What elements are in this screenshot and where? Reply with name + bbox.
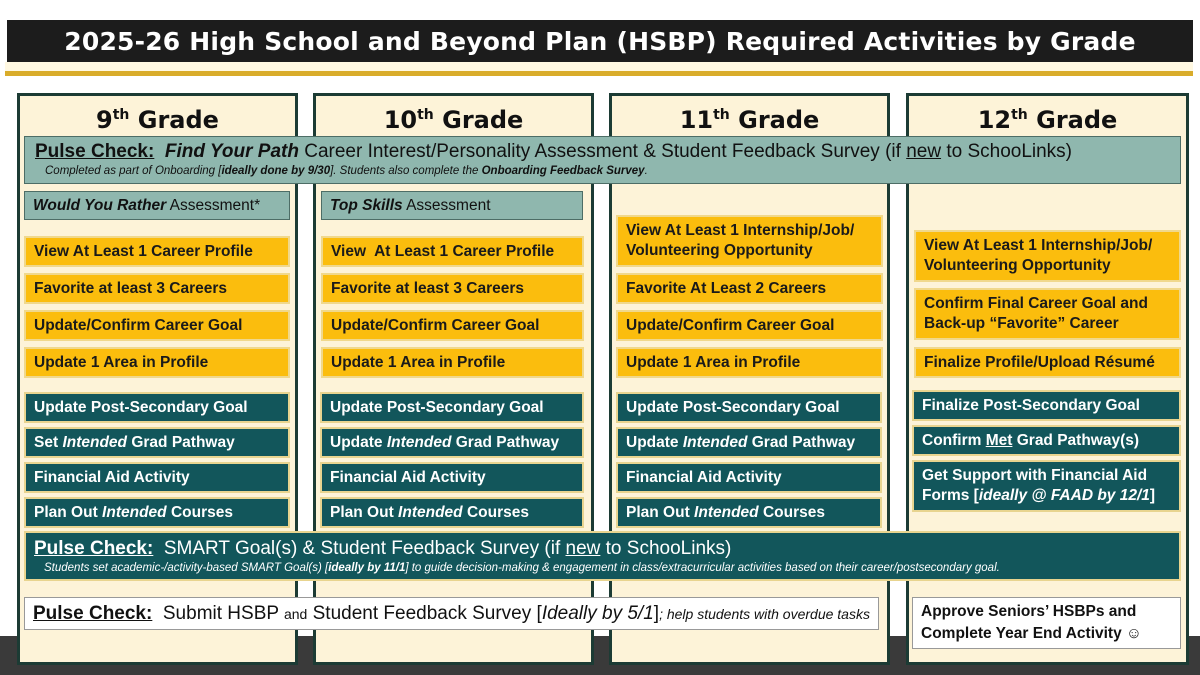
pulse-check-2-label: Pulse Check: [34,538,154,559]
pulse-check-2-subtext [34,561,1171,575]
g11-favorite-careers [616,273,883,304]
g9-t4-a: Plan Out [34,503,103,521]
pulse-check-3-a: Submit HSBP [152,602,284,624]
grade-11-number: 11 [679,106,714,134]
pulse-check-3-label: Pulse Check: [33,602,153,624]
grade-9-suffix: th [112,107,130,123]
g12-t2-u: Met [985,431,1013,449]
g11-post-secondary-goal [616,392,882,423]
grade-9-number: 9 [96,106,113,134]
grade-9-heading [20,98,295,132]
g11-t4-a: Plan Out [626,503,695,521]
g9-plan-courses [24,497,290,528]
pulse-check-2-a: SMART Goal(s) & Student Feedback Survey (if [153,538,566,559]
g11-view-internship [616,215,883,267]
grade-11-word: Grade [738,106,820,134]
pulse-check-3-c: ] [653,602,660,624]
pulse-check-1-sub-b: ]. Students also complete the [330,165,482,177]
g9-y4-text: Update 1 Area in Profile [34,353,209,371]
assessment-9-italic: Would You Rather [33,196,167,214]
assessment-9-rest: Assessment* [166,196,261,214]
g12-y1-line1: View At Least 1 Internship/Job/ [924,237,1153,254]
g9-t2-a: Set [34,433,63,451]
g10-t2-a: Update [330,433,387,451]
g12-y3-text: Finalize Profile/Upload Résumé [924,353,1155,371]
g11-y2-text: Favorite At Least 2 Careers [626,279,827,297]
g9-view-career-profile [24,236,290,267]
title-underline [5,62,1193,76]
g9-grad-pathway [24,427,290,458]
g9-y2-text: Favorite at least 3 Careers [34,279,227,297]
pulse-check-1-sub-bold2: Onboarding Feedback Survey [481,165,645,177]
g11-y3-text: Update/Confirm Career Goal [626,316,835,334]
grade-9-word: Grade [137,106,219,134]
g10-plan-courses [320,497,584,528]
pulse-check-2-sub-bold: ideally by 11/1 [328,562,406,574]
g10-t4-i: Intended [398,503,463,521]
pulse-check-1-label: Pulse Check: [35,141,155,162]
assessment-10-italic: Top Skills [330,196,403,214]
g12-y2-line2: Back-up “Favorite” Career [924,315,1119,332]
g9-update-career-goal [24,310,290,341]
g10-y3-text: Update/Confirm Career Goal [331,316,540,334]
g12-t3-l2i: ideally @ FAAD by 12/1 [978,487,1150,504]
g11-t3-text: Financial Aid Activity [626,468,782,486]
pulse-check-2-sub-a: Students set academic-/activity-based SMART Goal(s) [ [44,562,329,574]
pulse-check-submit-hsbp [24,597,879,630]
approve-line1: Approve Seniors’ HSBPs and [921,603,1137,620]
pulse-check-1-new: new [906,141,942,162]
g9-y3-text: Update/Confirm Career Goal [34,316,243,334]
g11-grad-pathway [616,427,882,458]
g10-favorite-careers [321,273,584,304]
g10-post-secondary-goal [320,392,584,423]
g10-t1-text: Update Post-Secondary Goal [330,398,544,416]
g9-y1-text: View At Least 1 Career Profile [34,242,253,260]
g9-t3-text: Financial Aid Activity [34,468,190,486]
g11-update-career-goal [616,310,883,341]
grade-11-heading [612,98,887,132]
pulse-check-1-sub-c: . [644,165,648,177]
pulse-check-3-i: Ideally by 5/1 [541,602,654,624]
g11-y4-text: Update 1 Area in Profile [626,353,801,371]
g12-t3-line1: Get Support with Financial Aid [922,467,1148,484]
pulse-check-2-sub-b: ] to guide decision-making & engagement in class/extracurricular activities based on their career/postsecondary goal. [405,562,1000,574]
g10-grad-pathway [320,427,584,458]
g11-t4-b: Courses [758,503,825,521]
g11-t2-b: Grad Pathway [747,433,856,451]
g12-confirm-career-goal [914,288,1181,340]
g10-t3-text: Financial Aid Activity [330,468,486,486]
g12-t3-l2b: ] [1149,487,1156,504]
grade-11-suffix: th [713,107,730,123]
g12-post-secondary-goal [912,390,1181,421]
pulse-check-1-sub-a: Completed as part of Onboarding [ [45,165,222,177]
pulse-check-1-rest: Career Interest/Personality Assessment & Student Feedback Survey (if [298,141,907,162]
top-skills-assessment [321,191,583,220]
g11-t2-i: Intended [682,433,748,451]
g12-y1-line2: Volunteering Opportunity [924,257,1111,274]
g10-y1-text: View At Least 1 Career Profile [331,242,555,260]
g11-plan-courses [616,497,882,528]
g12-grad-pathway [912,425,1181,456]
pulse-check-2-b: to SchooLinks) [600,538,732,559]
g9-t1-text: Update Post-Secondary Goal [34,398,248,416]
g9-t4-i: Intended [102,503,167,521]
g9-t2-i: Intended [62,433,128,451]
g10-t2-i: Intended [386,433,452,451]
g12-t3-l2a: Forms [ [922,487,979,504]
g10-update-profile [321,347,584,378]
g11-y1-line1: View At Least 1 Internship/Job/ [626,222,855,239]
g9-financial-aid [24,462,290,493]
page-title [7,20,1193,62]
g10-financial-aid [320,462,584,493]
pulse-check-find-your-path [24,136,1181,184]
g10-t4-a: Plan Out [330,503,399,521]
g9-t4-b: Courses [166,503,233,521]
g12-t2-a: Confirm [922,431,986,449]
pulse-check-3-small: ; help students with overdue tasks [659,605,870,622]
g10-t2-b: Grad Pathway [451,433,560,451]
pulse-check-1-subtext [35,164,1170,178]
assessment-10-rest: Assessment [402,196,491,214]
g9-favorite-careers [24,273,290,304]
pulse-check-2-title [34,537,1171,561]
pulse-check-3-b: Student Feedback Survey [ [307,602,542,624]
g11-y1-line2: Volunteering Opportunity [626,242,813,259]
grade-12-word: Grade [1036,106,1118,134]
grade-10-heading [316,98,591,132]
g11-t1-text: Update Post-Secondary Goal [626,398,840,416]
pulse-check-1-title [35,140,1170,164]
grade-12-heading [909,98,1186,132]
g10-y2-text: Favorite at least 3 Careers [331,279,524,297]
g11-update-profile [616,347,883,378]
g9-t2-b: Grad Pathway [127,433,235,451]
g12-y2-line1: Confirm Final Career Goal and [924,295,1148,312]
approve-seniors-box [912,597,1181,649]
g11-t4-i: Intended [694,503,759,521]
g12-finalize-profile [914,347,1181,378]
page-title-text: 2025-26 High School and Beyond Plan (HSBP) Required Activities by Grade [64,26,1136,56]
pulse-check-3-and: and [283,605,308,622]
g12-financial-aid-support [912,460,1181,512]
g10-y4-text: Update 1 Area in Profile [331,353,506,371]
g12-t1-text: Finalize Post-Secondary Goal [922,396,1140,414]
pulse-check-2-new: new [565,538,601,559]
pulse-check-1-end: to SchooLinks) [941,141,1073,162]
grade-12-suffix: th [1011,107,1028,123]
g9-post-secondary-goal [24,392,290,423]
g12-view-internship [914,230,1181,282]
g12-t2-b: Grad Pathway(s) [1012,431,1140,449]
grade-10-number: 10 [383,106,418,134]
g9-update-profile [24,347,290,378]
grade-10-suffix: th [417,107,434,123]
would-you-rather-assessment [24,191,290,220]
grade-12-number: 12 [977,106,1012,134]
g10-t4-b: Courses [462,503,529,521]
grade-10-word: Grade [442,106,524,134]
pulse-check-1-sub-bold: ideally done by 9/30 [221,165,331,177]
approve-line2: Complete Year End Activity ☺ [921,625,1142,642]
g11-financial-aid [616,462,882,493]
pulse-check-1-italic: Find Your Path [164,141,299,162]
g10-view-career-profile [321,236,584,267]
pulse-check-smart-goals [24,531,1181,581]
g11-t2-a: Update [626,433,683,451]
g10-update-career-goal [321,310,584,341]
